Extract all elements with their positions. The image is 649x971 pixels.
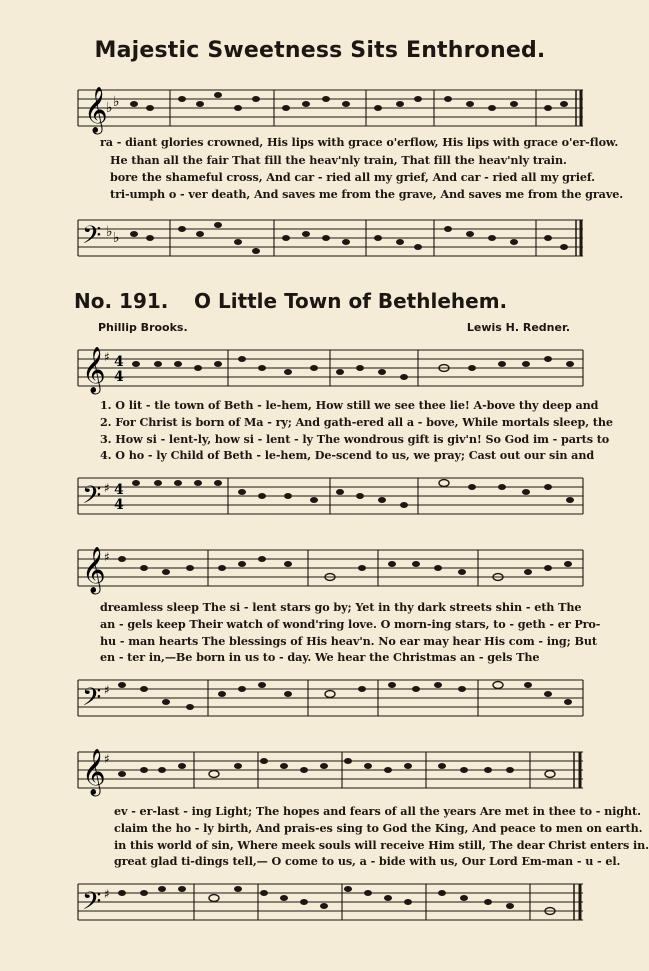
system1-lyric-line-1: 1. O lit - tle town of Beth - le-hem, How still we see thee lie! A-bove thy deep and (100, 398, 599, 412)
system1-lyric-line-4: 4. O ho - ly Child of Beth - le-hem, De-scend to us, we pray; Cast out our sin and (100, 448, 595, 462)
svg-text:𝄢: 𝄢 (82, 683, 102, 718)
bass-staff-hymn1 (78, 204, 586, 264)
svg-text:𝄢: 𝄢 (82, 221, 102, 256)
author-credit: Phillip Brooks. (98, 321, 188, 334)
hymn1-lyric-line-1: ra - diant glories crowned, His lips with grace o'erflow, His lips with grace o'er-flow. (100, 135, 619, 149)
system3-lyric-line-3: in this world of sin, Where meek souls will receive Him still, The dear Christ enters in. (114, 838, 649, 852)
treble-staff-system2 (78, 536, 586, 594)
svg-text:𝄢: 𝄢 (82, 887, 102, 922)
svg-text:♯: ♯ (104, 683, 110, 697)
bass-staff-system1 (78, 462, 586, 522)
system3-lyric-line-1: ev - er-last - ing Light; The hopes and fears of all the years Are met in thee to - night. (114, 804, 641, 818)
svg-text:♭: ♭ (106, 224, 113, 240)
hymn-number: No. 191. (74, 289, 169, 313)
bass-staff-system2 (78, 664, 586, 724)
system2-lyric-line-1: dreamless sleep The si - lent stars go by; Yet in thy dark streets shin - eth The (100, 600, 582, 614)
svg-text:4: 4 (114, 354, 124, 370)
hymn-title-little-town: O Little Town of Bethlehem. (194, 289, 508, 313)
svg-text:𝄞: 𝄞 (82, 547, 106, 593)
system3-lyric-line-2: claim the ho - ly birth, And prais-es sing to God the King, And peace to men on earth. (114, 821, 643, 835)
system1-lyric-line-3: 3. How si - lent-ly, how si - lent - ly The wondrous gift is giv'n! So God im - parts to (100, 432, 610, 446)
svg-text:♯: ♯ (104, 350, 110, 364)
svg-text:♯: ♯ (104, 752, 110, 766)
svg-text:4: 4 (114, 482, 124, 498)
treble-staff-system1 (78, 336, 586, 394)
hymn1-lyric-line-2: He than all the fair That fill the heav'nly train, That fill the heav'nly train. (110, 153, 567, 167)
treble-staff-system3 (78, 738, 586, 796)
composer-credit: Lewis H. Redner. (466, 321, 570, 334)
svg-text:♯: ♯ (104, 481, 110, 495)
svg-text:𝄢: 𝄢 (82, 481, 102, 516)
treble-staff-hymn1 (78, 78, 586, 134)
svg-text:♭: ♭ (106, 100, 113, 116)
svg-text:4: 4 (114, 369, 124, 385)
system1-lyric-line-2: 2. For Christ is born of Ma - ry; And gath-ered all a - bove, While mortals sleep, the (100, 415, 613, 429)
hymn1-lyric-line-4: tri-umph o - ver death, And saves me from the grave, And saves me from the grave. (110, 187, 624, 201)
svg-text:4: 4 (114, 497, 124, 513)
svg-text:♯: ♯ (104, 550, 110, 564)
svg-text:𝄞: 𝄞 (82, 749, 106, 795)
hymn-heading (74, 289, 594, 313)
system2-lyric-line-4: en - ter in,—Be born in us to - day. We hear the Christmas an - gels The (100, 650, 540, 664)
system2-lyric-line-3: hu - man hearts The blessings of His heav'n. No ear may hear His com - ing; But (100, 634, 597, 648)
bass-staff-system3 (78, 868, 586, 930)
svg-text:♭: ♭ (113, 94, 120, 110)
system3-lyric-line-4: great glad ti-dings tell,— O come to us, a - bide with us, Our Lord Em-man - u - el. (114, 854, 621, 868)
svg-text:♯: ♯ (104, 887, 110, 901)
svg-text:𝄞: 𝄞 (82, 347, 106, 393)
hymn1-lyric-line-3: bore the shameful cross, And car - ried all my grief, And car - ried all my grief. (110, 170, 595, 184)
svg-text:𝄞: 𝄞 (84, 87, 108, 133)
system2-lyric-line-2: an - gels keep Their watch of wond'ring love. O morn-ing stars, to - geth - er Pro- (100, 617, 601, 631)
svg-text:♭: ♭ (113, 230, 120, 246)
hymn-title-majestic-sweetness: Majestic Sweetness Sits Enthroned. (94, 38, 546, 63)
